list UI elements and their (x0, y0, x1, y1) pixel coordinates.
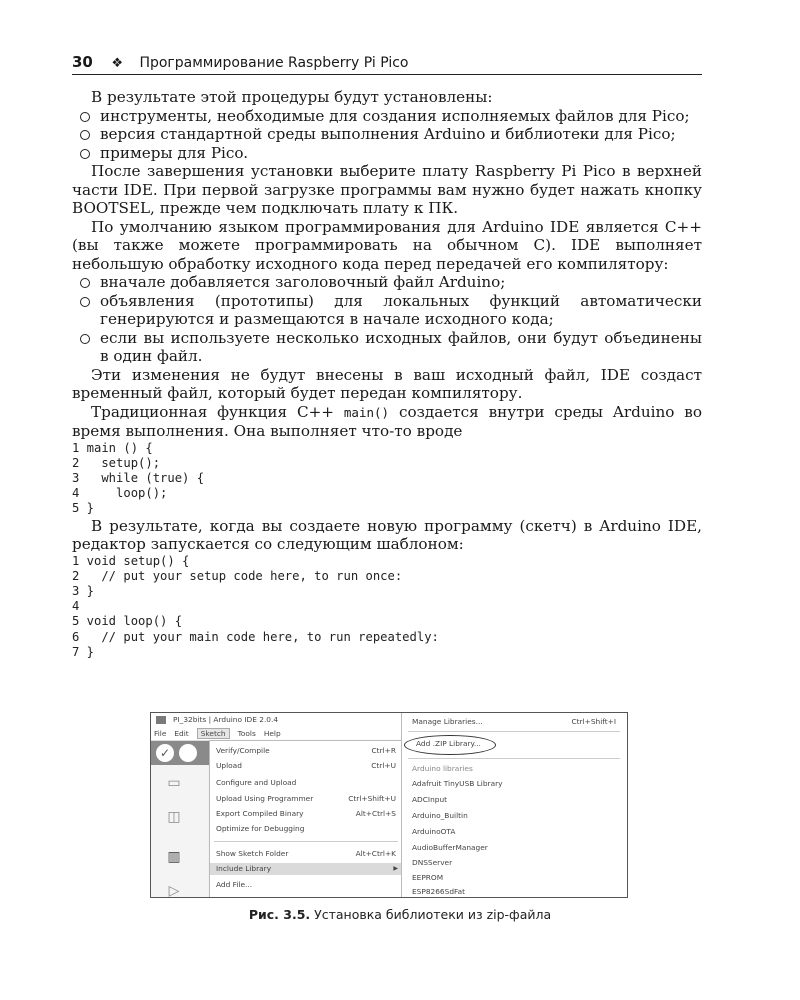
intro-paragraph: В результате этой процедуры будут установлены: (91, 88, 493, 106)
page-number: 30 (72, 53, 93, 71)
menu-item-upload-programmer[interactable]: Upload Using Programmer Ctrl+Shift+U (216, 794, 396, 803)
menu-divider (408, 758, 620, 759)
menu-item-add-zip-library[interactable]: Add .ZIP Library... (416, 739, 481, 748)
menu-help[interactable]: Help (263, 729, 281, 738)
menu-tools[interactable]: Tools (237, 729, 256, 738)
list-item: версия стандартной среды выполнения Arduino и библиотеки для Pico; (72, 125, 702, 144)
bullet-icon (80, 130, 90, 140)
library-item[interactable]: EEPROM (412, 873, 444, 882)
highlight-oval (404, 735, 496, 755)
inline-code: main() (343, 404, 390, 420)
include-library-submenu (401, 713, 628, 897)
processing-list (72, 273, 702, 366)
menu-divider (214, 841, 398, 842)
after-install-paragraph: После завершения установки выберите плату Raspberry Pi Pico в верхней части IDE. При первой загрузке программы вам нужно будет нажать кнопку BOOTSEL, прежде чем подключать плату к ПК. (72, 162, 702, 217)
verify-button[interactable]: ✓ (156, 744, 174, 762)
library-item[interactable]: DNSServer (412, 858, 453, 867)
list-item: объявления (прототипы) для локальных функций автоматически генерируются и размещаются в начале исходного кода; (72, 292, 702, 329)
menu-item-show-folder[interactable]: Show Sketch Folder Alt+Ctrl+K (216, 849, 396, 858)
installed-list (72, 107, 702, 163)
menu-item-manage-libraries[interactable]: Manage Libraries... Ctrl+Shift+I (412, 717, 616, 726)
menu-item-export-binary[interactable]: Export Compiled Binary Alt+Ctrl+S (216, 809, 396, 818)
bullet-icon (80, 334, 90, 344)
ornament-icon: ❖ (111, 56, 123, 71)
chevron-right-icon: ▶ (393, 865, 398, 872)
list-item: примеры для Pico. (72, 144, 702, 163)
template-paragraph: В результате, когда вы создаете новую программу (скетч) в Arduino IDE, редактор запускается со следующим шаблоном: (72, 516, 702, 554)
bullet-icon (80, 149, 90, 159)
caption-text: Установка библиотеки из zip-файла (310, 907, 552, 922)
menu-item-include-library[interactable]: Include Library ▶ (210, 863, 402, 875)
boards-icon[interactable]: ◫ (167, 809, 181, 825)
figure-caption (0, 907, 800, 922)
bullet-icon (80, 278, 90, 288)
sketch-menu (209, 740, 403, 898)
upload-button[interactable] (179, 744, 197, 762)
library-item[interactable]: AudioBufferManager (412, 843, 488, 852)
list-item: вначале добавляется заголовочный файл Arduino; (72, 273, 702, 292)
menu-divider (408, 731, 620, 732)
library-item[interactable]: Arduino_Builtin (412, 811, 468, 820)
library-item[interactable]: Adafruit TinyUSB Library (412, 779, 503, 788)
bullet-icon (80, 297, 90, 307)
running-header (72, 52, 702, 75)
library-item[interactable]: ArduinoOTA (412, 827, 456, 836)
debug-icon[interactable]: ▷ (168, 883, 180, 898)
library-item[interactable]: ESP8266SdFat (412, 887, 466, 896)
section-title: Arduino libraries (412, 764, 473, 773)
temp-file-paragraph: Эти изменения не будут внесены в ваш исходный файл, IDE создаст временный файл, который будет передан компилятору. (72, 365, 702, 402)
sidebar (151, 765, 210, 897)
book-title: Программирование Raspberry Pi Pico (139, 55, 409, 71)
main-function-paragraph: Традиционная функция C++ main() создается внутри среды Arduino во время выполнения. Она выполняет что-то вроде (72, 402, 702, 440)
code-listing-main: 1 main () { 2 setup(); 3 while (true) { 4 loop(); 5 } (72, 440, 205, 516)
toolbar (151, 741, 209, 765)
menu-file[interactable]: File (154, 729, 167, 738)
menu-sketch[interactable]: Sketch (197, 728, 230, 739)
menu-item-optimize-debug[interactable]: Optimize for Debugging (216, 824, 305, 833)
library-item[interactable]: ADCInput (412, 795, 448, 804)
menu-item-configure-upload[interactable]: Configure and Upload (216, 778, 297, 787)
list-item: если вы используете несколько исходных файлов, они будут объединены в один файл. (72, 329, 702, 366)
ide-screenshot-figure (150, 712, 628, 898)
menu-item-upload[interactable]: Upload Ctrl+U (216, 761, 396, 770)
body-text (72, 88, 702, 660)
menubar (151, 727, 403, 741)
menu-item-add-file[interactable]: Add File... (216, 880, 253, 889)
window-titlebar (151, 713, 423, 727)
code-listing-template: 1 void setup() { 2 // put your setup code here, to run once: 3 } 4 5 void loop() { 6 // put your main code here, to run repeatedly: 7 } (72, 553, 439, 659)
bullet-icon (80, 112, 90, 122)
menu-item-verify[interactable]: Verify/Compile Ctrl+R (216, 746, 396, 755)
library-icon[interactable]: ▥ (167, 849, 181, 865)
list-item: инструменты, необходимые для создания исполняемых файлов для Pico; (72, 107, 702, 126)
window-title: PI_32bits | Arduino IDE 2.0.4 (173, 715, 279, 724)
menu-edit[interactable]: Edit (174, 729, 189, 738)
folder-icon[interactable]: ▭ (167, 775, 181, 791)
caption-label: Рис. 3.5. (248, 907, 311, 922)
default-language-paragraph: По умолчанию языком программирования для Arduino IDE является C++ (вы также можете программировать на обычном C). IDE выполняет небольшую обработку исходного кода перед передачей его компилятору: (72, 217, 702, 273)
app-icon (156, 716, 166, 724)
